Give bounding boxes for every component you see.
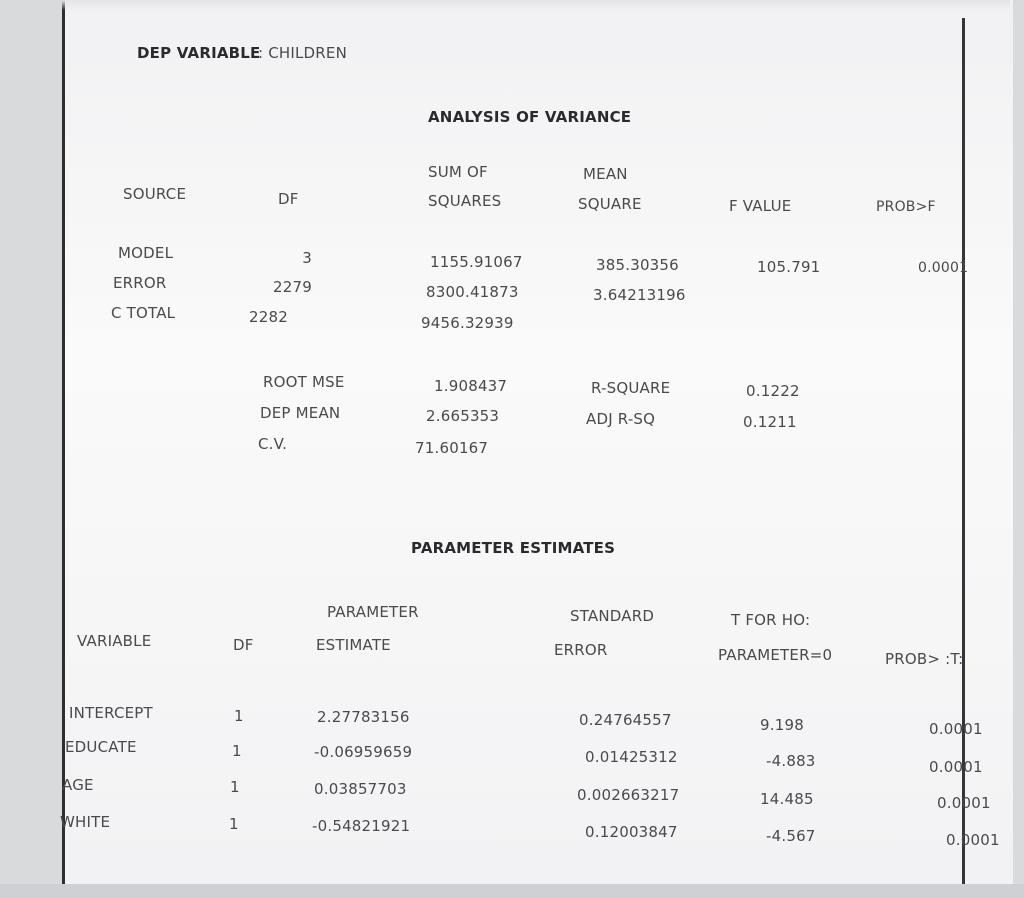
- param-tvalue-intercept: 9.198: [760, 716, 804, 734]
- anova-header-ms-line1: MEAN: [583, 165, 628, 183]
- param-variable-age: AGE: [62, 776, 94, 794]
- anova-source-error: ERROR: [113, 274, 167, 292]
- params-header-variable: VARIABLE: [77, 632, 152, 650]
- fit-rsquare-label: R-SQUARE: [591, 379, 671, 397]
- param-stderr-age: 0.002663217: [577, 786, 680, 804]
- fit-dep-mean-value: 2.665353: [426, 407, 500, 425]
- anova-header-source: SOURCE: [123, 185, 187, 203]
- anova-header-ss-line2: SQUARES: [428, 192, 502, 210]
- fit-root-mse-value: 1.908437: [434, 377, 508, 395]
- param-estimate-intercept: 2.27783156: [317, 708, 410, 726]
- param-df-intercept: 1: [234, 707, 244, 725]
- anova-header-ms-line2: SQUARE: [578, 195, 642, 213]
- anova-ss-model: 1155.91067: [430, 253, 523, 271]
- anova-header-probf: PROB>F: [876, 199, 936, 215]
- param-prob-age: 0.0001: [937, 794, 991, 812]
- anova-ss-error: 8300.41873: [426, 283, 519, 301]
- anova-probf-model: 0.0001: [918, 260, 969, 276]
- param-df-educate: 1: [232, 742, 242, 760]
- anova-header-df: DF: [278, 190, 299, 208]
- params-header-df: DF: [233, 636, 254, 654]
- params-header-t-line1: T FOR HO:: [731, 611, 811, 629]
- params-header-se-line1: STANDARD: [570, 607, 655, 625]
- fit-adj-rsq-value: 0.1211: [743, 413, 797, 431]
- anova-source-model: MODEL: [118, 244, 174, 262]
- params-header-t-line2: PARAMETER=0: [718, 646, 833, 664]
- param-variable-intercept: INTERCEPT: [69, 704, 153, 722]
- fit-cv-label: C.V.: [258, 435, 288, 453]
- fit-rsquare-value: 0.1222: [746, 382, 800, 400]
- param-df-age: 1: [230, 778, 240, 796]
- printout-page: [62, 0, 1013, 884]
- param-tvalue-white: -4.567: [766, 827, 816, 845]
- anova-df-model: 3: [302, 249, 312, 267]
- param-df-white: 1: [229, 815, 239, 833]
- right-border-line: [962, 18, 965, 884]
- fit-cv-value: 71.60167: [415, 439, 489, 457]
- params-header-se-line2: ERROR: [554, 641, 608, 659]
- anova-ss-ctotal: 9456.32939: [421, 314, 514, 332]
- param-tvalue-educate: -4.883: [766, 752, 816, 770]
- fit-dep-mean-label: DEP MEAN: [260, 404, 341, 422]
- dep-variable-label: DEP VARIABLE: [137, 44, 261, 62]
- params-title: PARAMETER ESTIMATES: [411, 539, 616, 557]
- fit-adj-rsq-label: ADJ R-SQ: [586, 410, 656, 428]
- anova-ms-model: 385.30356: [596, 256, 679, 274]
- params-header-est-line2: ESTIMATE: [316, 636, 391, 654]
- anova-df-error: 2279: [273, 278, 312, 296]
- page-top-edge: [62, 0, 1010, 10]
- param-prob-white: 0.0001: [946, 831, 1000, 849]
- param-estimate-white: -0.54821921: [312, 817, 411, 835]
- param-estimate-educate: -0.06959659: [314, 743, 413, 761]
- dep-variable-value: : CHILDREN: [258, 44, 348, 62]
- anova-df-ctotal: 2282: [249, 308, 288, 326]
- bottom-shadow: [0, 884, 1024, 898]
- anova-header-fvalue: F VALUE: [729, 197, 792, 215]
- param-variable-white: WHITE: [60, 813, 111, 831]
- anova-title: ANALYSIS OF VARIANCE: [428, 108, 632, 126]
- anova-ms-error: 3.64213196: [593, 286, 686, 304]
- param-stderr-intercept: 0.24764557: [579, 711, 672, 729]
- params-header-est-line1: PARAMETER: [327, 603, 419, 621]
- params-header-prob: PROB> :T:: [885, 650, 964, 668]
- fit-root-mse-label: ROOT MSE: [263, 373, 345, 391]
- param-stderr-educate: 0.01425312: [585, 748, 678, 766]
- param-stderr-white: 0.12003847: [585, 823, 678, 841]
- param-estimate-age: 0.03857703: [314, 780, 407, 798]
- anova-source-ctotal: C TOTAL: [111, 304, 176, 322]
- param-tvalue-age: 14.485: [760, 790, 814, 808]
- anova-header-ss-line1: SUM OF: [428, 163, 488, 181]
- param-prob-intercept: 0.0001: [929, 720, 983, 738]
- param-variable-educate: EDUCATE: [65, 738, 137, 756]
- anova-fvalue-model: 105.791: [757, 258, 821, 276]
- param-prob-educate: 0.0001: [929, 758, 983, 776]
